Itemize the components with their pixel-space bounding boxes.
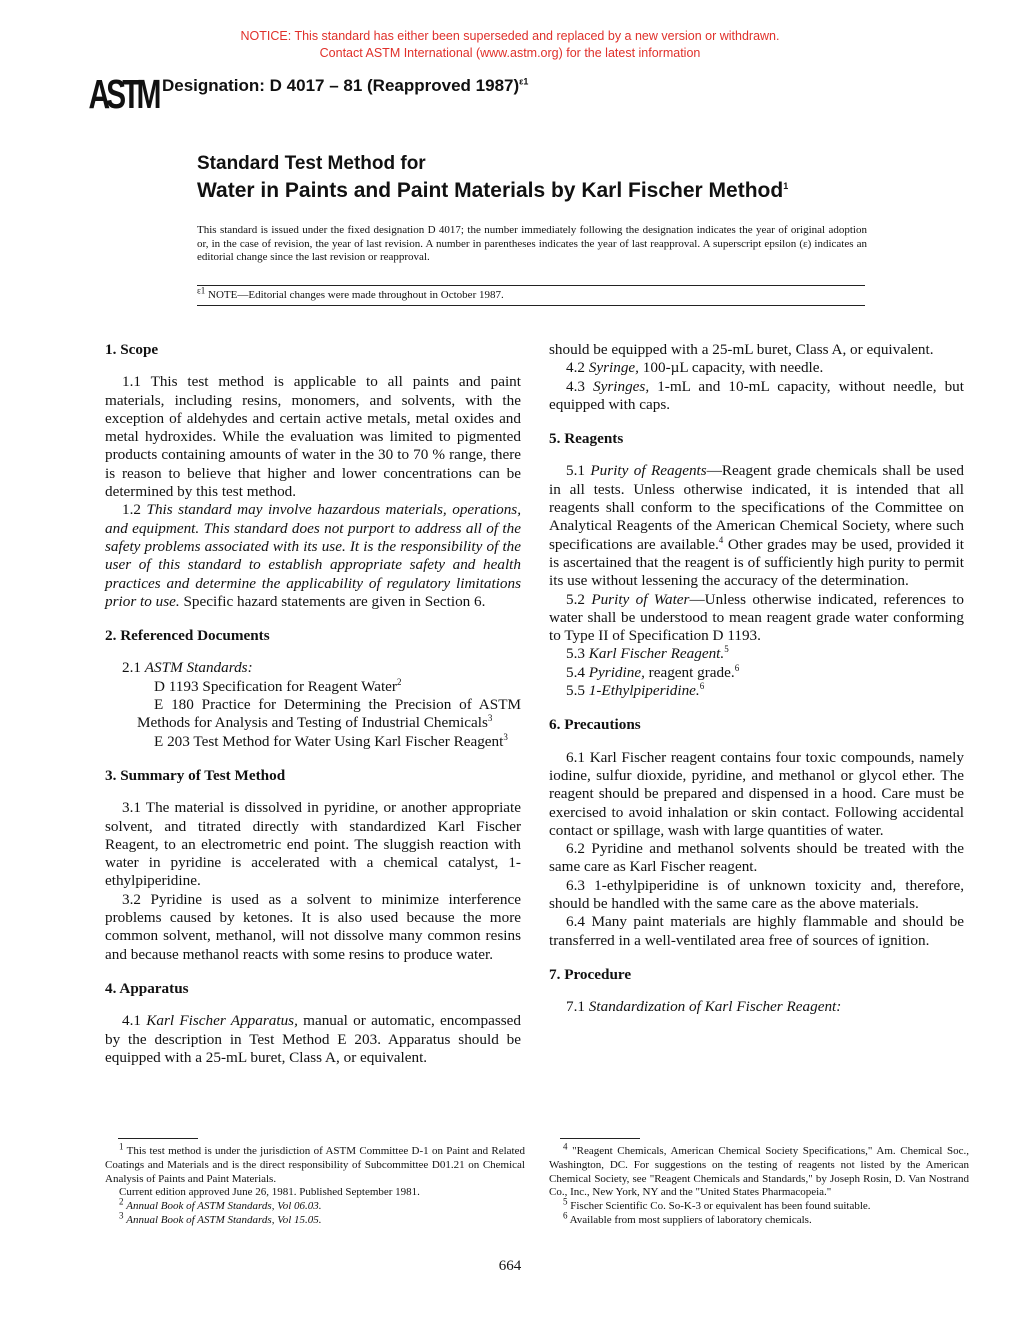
section-heading-scope: 1. Scope [105, 341, 159, 358]
paragraph-4-3: 4.3 Syringes, 1-mL and 10-mL capacity, without needle, but equipped with caps. [549, 377, 964, 413]
section-heading-precautions: 6. Precautions [549, 716, 641, 734]
paragraph-5-4: 5.4 Pyridine, reagent grade.$^6$ [566, 662, 740, 681]
paragraph-3-2: 3.2 Pyridine is used as a solvent to minimize interference problems caused by ketones. It is also used because the more common solvent, methanol, will not dissolve many common resins and because methanol reacts with some resins to produce water. [105, 890, 521, 963]
page-number: 664 [498, 1258, 522, 1274]
footnote-6: $^6$ Available from most suppliers of laboratory chemicals. [563, 1210, 812, 1226]
paragraph-2-1: 2.1 ASTM Standards: [122, 659, 253, 677]
paragraph-6-2: 6.2 Pyridine and methanol solvents should be treated with the same care as Karl Fischer reagent. [549, 840, 964, 876]
title-line-2: Water in Paints and Paint Materials by Karl Fischer Method$^1$ [197, 179, 789, 202]
notice-line-1: NOTICE: This standard has either been superseded and replaced by a new version or withdrawn. [240, 29, 780, 43]
divider [197, 285, 865, 286]
astm-logo-icon [88, 70, 158, 117]
paragraph-5-2: 5.2 Purity of Water—Unless otherwise indicated, references to water shall be understood to mean reagent grade water conforming to Type II of Specification D 1193. [549, 590, 965, 645]
paragraph-5-1: 5.1 Purity of Reagents—Reagent grade chemicals shall be used in all tests. Unless otherwise indicated, it is intended that all reagents shall conform to the specifications of the Committee on Analytical Reagents of the American Chemical Society, where such specifications are available.$^4$ Other grades may be used, provided it is ascertained that the reagent is of sufficiently high purity to permit its use without lessening the accuracy of the determination. [549, 462, 965, 590]
intro-paragraph: This standard is issued under the fixed designation D 4017; the number immediately following the designation indicates the year of original adoption or, in the case of revision, the year of last revision. A number in parentheses indicates the year of last reapproval. A superscript epsilon (ε) indicates an editorial change since the last revision or reapproval. [197, 224, 867, 263]
paragraph-6-1: 6.1 Karl Fischer reagent contains four toxic compounds, namely iodine, sulfur dioxide, pyridine, and methanol or glycol ether. The reagent should be prepared and dispensed in a hood. Care must be exercised to avoid inhalation or skin contact. Following accidental contact or spillage, wash with large quantities of water. [549, 748, 964, 839]
paragraph-4-1: 4.1 Karl Fischer Apparatus, manual or automatic, encompassed by the description in Test Method E 203. Apparatus should be equipped with a 25-mL buret, Class A, or equivalent. [105, 1012, 521, 1066]
paragraph-7-1: 7.1 Standardization of Karl Fischer Reagent: [566, 998, 842, 1016]
designation: Designation: D 4017 – 81 (Reapproved 1987)$^{\varepsilon 1}$ [162, 76, 529, 95]
footnote-5: $^5$ Fischer Scientific Co. So-K-3 or equivalent has been found suitable. [563, 1196, 871, 1213]
left-column [105, 341, 522, 1066]
footnote-2: $^2$ Annual Book of ASTM Standards, Vol 06.03. [119, 1196, 322, 1213]
editorial-note: $^{\varepsilon 1}$ NOTE—Editorial changes were made throughout in October 1987. [197, 285, 504, 301]
footnote-4: $^4$ "Reagent Chemicals, American Chemical Society Specifications," Am. Chemical Soc., Washington, DC. For suggestions on the testing of reagents not listed by the American Chemical Society, see "Reagent Chemicals and Standards," by Joseph Rosin, D. Van Nostrand Co., Inc., New York, NY and the "United States Pharmacopeia." [549, 1141, 969, 1199]
right-column [549, 341, 964, 1017]
section-heading-apparatus: 4. Apparatus [105, 979, 189, 997]
divider [197, 305, 865, 306]
notice-banner [0, 28, 1020, 62]
section-heading-procedure: 7. Procedure [549, 965, 632, 983]
footnotes-right [549, 1141, 969, 1228]
paragraph-1-1: 1.1 This test method is applicable to all paints and paint materials, including resins, monomers, and solvents, with the exception of aldehydes and certain active metals, metal oxides and metal hydroxides. While the evaluation was limited to pigmented products containing amounts of water in the 30 to 70 % range, there is reason to believe that higher and lower concentrations can be determined by this test method. [105, 373, 521, 501]
footnote-1: $^1$ This test method is under the jurisdiction of ASTM Committee D-1 on Paint and Related Coatings and Materials and is the direct responsibility of Subcommittee D01.21 on Chemical Analysis of Paints and Paint Materials. [105, 1141, 525, 1185]
page-title [197, 152, 788, 206]
paragraph-4-2: 4.2 Syringe, 100-µL capacity, with needle. [566, 359, 824, 377]
reference-e203: E 203 Test Method for Water Using Karl Fischer Reagent$^3$ [154, 731, 508, 750]
footnote-rule-right [560, 1138, 640, 1139]
paragraph-3-1: 3.1 The material is dissolved in pyridine, or another appropriate solvent, and titrated directly with standardized Karl Fischer Reagent, to an electrometric end point. The sluggish reaction with water in pyridine is accelerated with a chemical catalyst, 1-ethylpiperidine. [105, 799, 521, 890]
reference-e180: E 180 Practice for Determining the Precision of ASTM Methods for Analysis and Testing of Industrial Chemicals$^3$ [137, 696, 521, 732]
paragraph-5-5: 5.5 1-Ethylpiperidine.$^6$ [566, 680, 705, 700]
footnote-1b: Current edition approved June 26, 1981. Published September 1981. [119, 1186, 420, 1199]
paragraph-1-2: 1.2 This standard may involve hazardous materials, operations, and equipment. This standard does not purport to address all of the safety problems associated with its use. It is the responsibility of the user of this standard to establish appropriate safety and health practices and determine the applicability of regulatory limitations prior to use. Specific hazard statements are given in Section 6. [105, 501, 522, 610]
section-heading-summary: 3. Summary of Test Method [105, 766, 286, 784]
footnote-rule-left [118, 1138, 198, 1139]
paragraph-6-3: 6.3 1-ethylpiperidine is of unknown toxicity and, therefore, should be handled with the same care as the above materials. [549, 876, 964, 913]
footnote-3: $^3$ Annual Book of ASTM Standards, Vol 15.05. [119, 1210, 322, 1226]
paragraph-5-3: 5.3 Karl Fischer Reagent.$^5$ [566, 644, 729, 663]
svg-text:ASTM: ASTM [88, 71, 158, 117]
paragraph-4-1-continued: should be equipped with a 25-mL buret, Class A, or equivalent. [549, 341, 934, 358]
footnotes-left [105, 1141, 525, 1228]
notice-line-2: Contact ASTM International (www.astm.org) for the latest information [319, 46, 701, 60]
reference-d1193: D 1193 Specification for Reagent Water$^2$ [154, 676, 402, 695]
section-heading-reagents: 5. Reagents [549, 430, 624, 448]
section-heading-referenced: 2. Referenced Documents [105, 627, 270, 645]
paragraph-6-4: 6.4 Many paint materials are highly flammable and should be transferred in a well-ventilated area free of sources of ignition. [549, 913, 964, 949]
title-line-1: Standard Test Method for [197, 153, 426, 174]
